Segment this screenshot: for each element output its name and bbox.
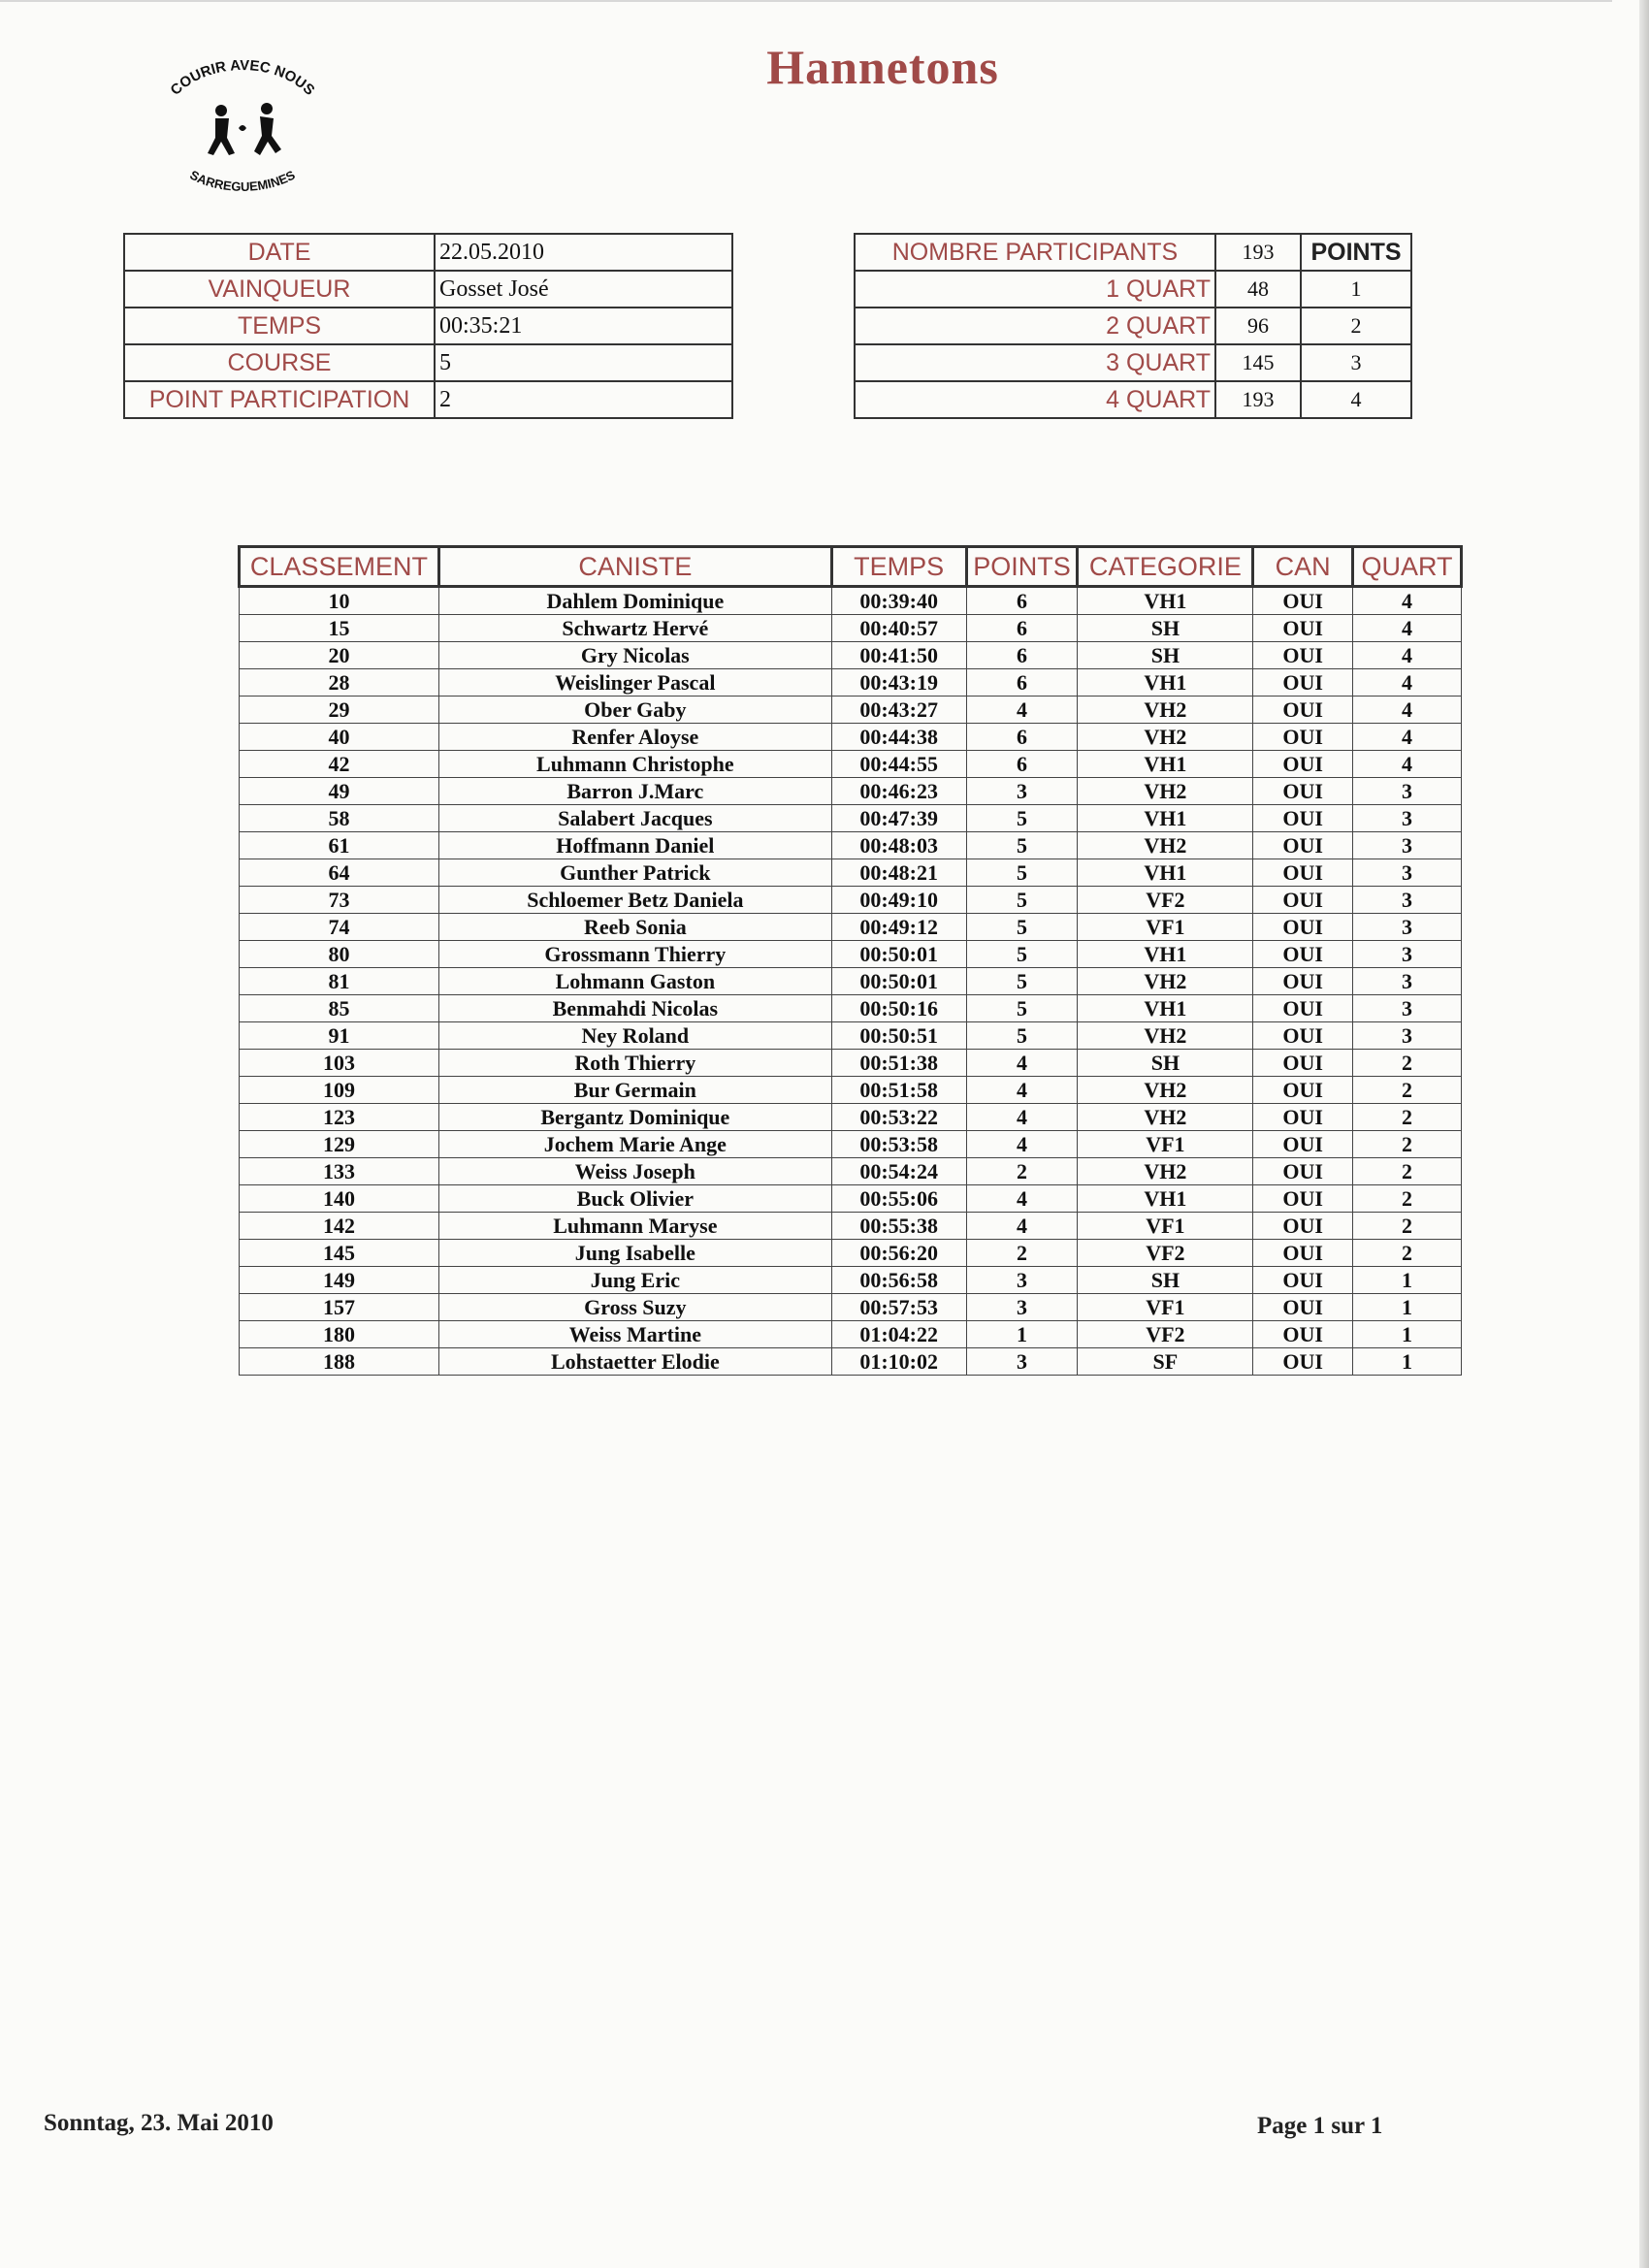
name-cell: Grossmann Thierry bbox=[438, 941, 831, 968]
can-cell: OUI bbox=[1253, 1158, 1353, 1185]
table-row bbox=[240, 1185, 1462, 1213]
time-cell: 00:46:23 bbox=[831, 778, 966, 805]
category-cell: VH2 bbox=[1078, 697, 1253, 724]
rank-cell: 145 bbox=[240, 1240, 439, 1267]
time-cell: 00:44:38 bbox=[831, 724, 966, 751]
name-cell: Luhmann Christophe bbox=[438, 751, 831, 778]
category-cell: VF2 bbox=[1078, 1321, 1253, 1348]
can-cell: OUI bbox=[1253, 941, 1353, 968]
name-cell: Weiss Joseph bbox=[438, 1158, 831, 1185]
name-cell: Reeb Sonia bbox=[438, 914, 831, 941]
quart-cell: 2 bbox=[1353, 1077, 1462, 1104]
rank-cell: 149 bbox=[240, 1267, 439, 1294]
quart-cell: 4 bbox=[1353, 724, 1462, 751]
name-cell: Hoffmann Daniel bbox=[438, 832, 831, 859]
info-label: COURSE bbox=[124, 344, 435, 381]
rank-cell: 103 bbox=[240, 1050, 439, 1077]
table-row bbox=[240, 1077, 1462, 1104]
quart-cell: 2 bbox=[1353, 1185, 1462, 1213]
table-row bbox=[240, 697, 1462, 724]
points-cell: 5 bbox=[966, 941, 1078, 968]
can-cell: OUI bbox=[1253, 887, 1353, 914]
column-header-caniste: CANISTE bbox=[438, 547, 831, 587]
participants-count: 193 bbox=[1215, 234, 1301, 271]
points-cell: 6 bbox=[966, 587, 1078, 615]
time-cell: 00:56:58 bbox=[831, 1267, 966, 1294]
rank-cell: 28 bbox=[240, 669, 439, 697]
info-label: TEMPS bbox=[124, 308, 435, 344]
name-cell: Gry Nicolas bbox=[438, 642, 831, 669]
svg-text:COURIR AVEC NOUS: COURIR AVEC NOUS bbox=[167, 60, 318, 99]
points-cell: 5 bbox=[966, 995, 1078, 1022]
can-cell: OUI bbox=[1253, 1213, 1353, 1240]
quart-points: 4 bbox=[1301, 381, 1411, 418]
category-cell: VH2 bbox=[1078, 832, 1253, 859]
quart-cell: 4 bbox=[1353, 751, 1462, 778]
results-body bbox=[240, 587, 1462, 1376]
table-row bbox=[240, 941, 1462, 968]
quart-label: 4 QUART bbox=[855, 381, 1215, 418]
quart-cell: 1 bbox=[1353, 1348, 1462, 1376]
info-row-time bbox=[124, 308, 732, 344]
rank-cell: 61 bbox=[240, 832, 439, 859]
svg-text:SARREGUEMINES: SARREGUEMINES bbox=[187, 167, 298, 194]
column-header-points: POINTS bbox=[966, 547, 1078, 587]
can-cell: OUI bbox=[1253, 751, 1353, 778]
time-cell: 00:53:58 bbox=[831, 1131, 966, 1158]
quart-cell: 3 bbox=[1353, 859, 1462, 887]
name-cell: Schwartz Hervé bbox=[438, 615, 831, 642]
rank-cell: 42 bbox=[240, 751, 439, 778]
race-info-table bbox=[123, 233, 733, 419]
points-cell: 4 bbox=[966, 697, 1078, 724]
column-header-classement: CLASSEMENT bbox=[240, 547, 439, 587]
points-cell: 1 bbox=[966, 1321, 1078, 1348]
rank-cell: 123 bbox=[240, 1104, 439, 1131]
info-value: 00:35:21 bbox=[435, 308, 732, 344]
category-cell: SH bbox=[1078, 1267, 1253, 1294]
time-cell: 00:51:38 bbox=[831, 1050, 966, 1077]
name-cell: Jochem Marie Ange bbox=[438, 1131, 831, 1158]
quart-label: 2 QUART bbox=[855, 308, 1215, 344]
name-cell: Ober Gaby bbox=[438, 697, 831, 724]
table-row bbox=[240, 1321, 1462, 1348]
time-cell: 00:56:20 bbox=[831, 1240, 966, 1267]
table-row bbox=[240, 1022, 1462, 1050]
name-cell: Renfer Aloyse bbox=[438, 724, 831, 751]
name-cell: Ney Roland bbox=[438, 1022, 831, 1050]
rank-cell: 58 bbox=[240, 805, 439, 832]
name-cell: Schloemer Betz Daniela bbox=[438, 887, 831, 914]
results-header-row bbox=[240, 547, 1462, 587]
time-cell: 00:50:01 bbox=[831, 968, 966, 995]
points-cell: 2 bbox=[966, 1240, 1078, 1267]
footer-page-number: Page 1 sur 1 bbox=[1257, 2113, 1383, 2139]
category-cell: VH1 bbox=[1078, 1185, 1253, 1213]
can-cell: OUI bbox=[1253, 587, 1353, 615]
name-cell: Jung Eric bbox=[438, 1267, 831, 1294]
time-cell: 00:49:10 bbox=[831, 887, 966, 914]
rank-cell: 20 bbox=[240, 642, 439, 669]
time-cell: 00:49:12 bbox=[831, 914, 966, 941]
quart-points: 3 bbox=[1301, 344, 1411, 381]
table-row bbox=[240, 1050, 1462, 1077]
can-cell: OUI bbox=[1253, 697, 1353, 724]
time-cell: 00:48:21 bbox=[831, 859, 966, 887]
category-cell: SH bbox=[1078, 615, 1253, 642]
can-cell: OUI bbox=[1253, 1077, 1353, 1104]
quart-points: 1 bbox=[1301, 271, 1411, 308]
category-cell: VH2 bbox=[1078, 724, 1253, 751]
time-cell: 00:57:53 bbox=[831, 1294, 966, 1321]
quart-cell: 3 bbox=[1353, 995, 1462, 1022]
name-cell: Benmahdi Nicolas bbox=[438, 995, 831, 1022]
table-row bbox=[240, 751, 1462, 778]
points-cell: 4 bbox=[966, 1077, 1078, 1104]
time-cell: 01:04:22 bbox=[831, 1321, 966, 1348]
column-header-categorie: CATEGORIE bbox=[1078, 547, 1253, 587]
category-cell: VH1 bbox=[1078, 941, 1253, 968]
info-value: Gosset José bbox=[435, 271, 732, 308]
points-header: POINTS bbox=[1301, 234, 1411, 271]
points-cell: 3 bbox=[966, 1267, 1078, 1294]
quart-cell: 4 bbox=[1353, 587, 1462, 615]
can-cell: OUI bbox=[1253, 832, 1353, 859]
category-cell: VF2 bbox=[1078, 1240, 1253, 1267]
category-cell: VF1 bbox=[1078, 1294, 1253, 1321]
info-row-participation-points bbox=[124, 381, 732, 418]
can-cell: OUI bbox=[1253, 805, 1353, 832]
quart-cell: 1 bbox=[1353, 1267, 1462, 1294]
points-cell: 5 bbox=[966, 859, 1078, 887]
rank-cell: 133 bbox=[240, 1158, 439, 1185]
quart-cell: 2 bbox=[1353, 1104, 1462, 1131]
can-cell: OUI bbox=[1253, 995, 1353, 1022]
can-cell: OUI bbox=[1253, 724, 1353, 751]
quart-cell: 1 bbox=[1353, 1321, 1462, 1348]
name-cell: Jung Isabelle bbox=[438, 1240, 831, 1267]
name-cell: Gross Suzy bbox=[438, 1294, 831, 1321]
quart-cell: 3 bbox=[1353, 805, 1462, 832]
category-cell: VH2 bbox=[1078, 1158, 1253, 1185]
table-row bbox=[240, 1213, 1462, 1240]
table-row bbox=[240, 778, 1462, 805]
rank-cell: 40 bbox=[240, 724, 439, 751]
table-row bbox=[240, 832, 1462, 859]
table-row bbox=[240, 995, 1462, 1022]
quart-cell: 3 bbox=[1353, 914, 1462, 941]
time-cell: 00:47:39 bbox=[831, 805, 966, 832]
info-label: POINT PARTICIPATION bbox=[124, 381, 435, 418]
quart-row bbox=[855, 308, 1411, 344]
points-cell: 4 bbox=[966, 1185, 1078, 1213]
info-value: 2 bbox=[435, 381, 732, 418]
table-row bbox=[240, 968, 1462, 995]
rank-cell: 81 bbox=[240, 968, 439, 995]
quart-count: 48 bbox=[1215, 271, 1301, 308]
quart-points: 2 bbox=[1301, 308, 1411, 344]
table-row bbox=[240, 587, 1462, 615]
category-cell: VH1 bbox=[1078, 859, 1253, 887]
points-cell: 4 bbox=[966, 1104, 1078, 1131]
name-cell: Lohmann Gaston bbox=[438, 968, 831, 995]
quart-row bbox=[855, 271, 1411, 308]
time-cell: 00:50:01 bbox=[831, 941, 966, 968]
quart-cell: 4 bbox=[1353, 615, 1462, 642]
name-cell: Salabert Jacques bbox=[438, 805, 831, 832]
results-table bbox=[238, 545, 1463, 1376]
time-cell: 00:50:16 bbox=[831, 995, 966, 1022]
rank-cell: 10 bbox=[240, 587, 439, 615]
quart-cell: 4 bbox=[1353, 642, 1462, 669]
can-cell: OUI bbox=[1253, 1240, 1353, 1267]
quart-cell: 2 bbox=[1353, 1158, 1462, 1185]
can-cell: OUI bbox=[1253, 1267, 1353, 1294]
quart-cell: 4 bbox=[1353, 669, 1462, 697]
category-cell: VH1 bbox=[1078, 669, 1253, 697]
time-cell: 00:55:06 bbox=[831, 1185, 966, 1213]
name-cell: Weislinger Pascal bbox=[438, 669, 831, 697]
name-cell: Bur Germain bbox=[438, 1077, 831, 1104]
quart-cell: 2 bbox=[1353, 1050, 1462, 1077]
can-cell: OUI bbox=[1253, 859, 1353, 887]
category-cell: VF1 bbox=[1078, 1131, 1253, 1158]
points-cell: 5 bbox=[966, 968, 1078, 995]
column-header-quart: QUART bbox=[1353, 547, 1462, 587]
time-cell: 01:10:02 bbox=[831, 1348, 966, 1376]
category-cell: VH2 bbox=[1078, 1022, 1253, 1050]
points-cell: 5 bbox=[966, 914, 1078, 941]
category-cell: VF1 bbox=[1078, 1213, 1253, 1240]
time-cell: 00:53:22 bbox=[831, 1104, 966, 1131]
points-cell: 6 bbox=[966, 642, 1078, 669]
category-cell: VH1 bbox=[1078, 751, 1253, 778]
category-cell: VH1 bbox=[1078, 805, 1253, 832]
category-cell: VH1 bbox=[1078, 587, 1253, 615]
table-row bbox=[240, 805, 1462, 832]
time-cell: 00:50:51 bbox=[831, 1022, 966, 1050]
info-value: 22.05.2010 bbox=[435, 234, 732, 271]
name-cell: Gunther Patrick bbox=[438, 859, 831, 887]
table-row bbox=[240, 669, 1462, 697]
can-cell: OUI bbox=[1253, 968, 1353, 995]
can-cell: OUI bbox=[1253, 615, 1353, 642]
can-cell: OUI bbox=[1253, 669, 1353, 697]
points-cell: 6 bbox=[966, 724, 1078, 751]
points-cell: 4 bbox=[966, 1213, 1078, 1240]
quart-cell: 1 bbox=[1353, 1294, 1462, 1321]
table-row bbox=[240, 914, 1462, 941]
table-row bbox=[240, 859, 1462, 887]
points-cell: 6 bbox=[966, 751, 1078, 778]
participants-table bbox=[854, 233, 1412, 419]
can-cell: OUI bbox=[1253, 1131, 1353, 1158]
category-cell: VF2 bbox=[1078, 887, 1253, 914]
info-label: DATE bbox=[124, 234, 435, 271]
category-cell: VH2 bbox=[1078, 1077, 1253, 1104]
rank-cell: 73 bbox=[240, 887, 439, 914]
points-cell: 3 bbox=[966, 778, 1078, 805]
name-cell: Luhmann Maryse bbox=[438, 1213, 831, 1240]
points-cell: 6 bbox=[966, 669, 1078, 697]
quart-cell: 3 bbox=[1353, 968, 1462, 995]
info-row-winner bbox=[124, 271, 732, 308]
quart-count: 193 bbox=[1215, 381, 1301, 418]
quart-cell: 3 bbox=[1353, 778, 1462, 805]
rank-cell: 129 bbox=[240, 1131, 439, 1158]
quart-row bbox=[855, 344, 1411, 381]
quart-count: 96 bbox=[1215, 308, 1301, 344]
rank-cell: 49 bbox=[240, 778, 439, 805]
time-cell: 00:43:27 bbox=[831, 697, 966, 724]
quart-cell: 2 bbox=[1353, 1240, 1462, 1267]
category-cell: VF1 bbox=[1078, 914, 1253, 941]
rank-cell: 188 bbox=[240, 1348, 439, 1376]
table-row bbox=[240, 1240, 1462, 1267]
points-cell: 2 bbox=[966, 1158, 1078, 1185]
time-cell: 00:55:38 bbox=[831, 1213, 966, 1240]
column-header-can: CAN bbox=[1253, 547, 1353, 587]
can-cell: OUI bbox=[1253, 642, 1353, 669]
quart-label: 3 QUART bbox=[855, 344, 1215, 381]
can-cell: OUI bbox=[1253, 1294, 1353, 1321]
can-cell: OUI bbox=[1253, 1185, 1353, 1213]
table-row bbox=[240, 887, 1462, 914]
can-cell: OUI bbox=[1253, 778, 1353, 805]
points-cell: 3 bbox=[966, 1294, 1078, 1321]
footer-date: Sonntag, 23. Mai 2010 bbox=[44, 2110, 274, 2136]
table-row bbox=[240, 1267, 1462, 1294]
table-row bbox=[240, 1131, 1462, 1158]
quart-count: 145 bbox=[1215, 344, 1301, 381]
quart-label: 1 QUART bbox=[855, 271, 1215, 308]
participants-header-row bbox=[855, 234, 1411, 271]
name-cell: Bergantz Dominique bbox=[438, 1104, 831, 1131]
name-cell: Buck Olivier bbox=[438, 1185, 831, 1213]
page-title: Hannetons bbox=[766, 40, 999, 94]
time-cell: 00:54:24 bbox=[831, 1158, 966, 1185]
can-cell: OUI bbox=[1253, 1022, 1353, 1050]
info-value: 5 bbox=[435, 344, 732, 381]
points-cell: 5 bbox=[966, 1022, 1078, 1050]
points-cell: 5 bbox=[966, 832, 1078, 859]
quart-cell: 4 bbox=[1353, 697, 1462, 724]
rank-cell: 140 bbox=[240, 1185, 439, 1213]
can-cell: OUI bbox=[1253, 1050, 1353, 1077]
page-edge-right bbox=[1639, 0, 1649, 2268]
name-cell: Barron J.Marc bbox=[438, 778, 831, 805]
can-cell: OUI bbox=[1253, 1104, 1353, 1131]
rank-cell: 180 bbox=[240, 1321, 439, 1348]
category-cell: SH bbox=[1078, 1050, 1253, 1077]
name-cell: Weiss Martine bbox=[438, 1321, 831, 1348]
table-row bbox=[240, 1348, 1462, 1376]
time-cell: 00:44:55 bbox=[831, 751, 966, 778]
category-cell: VH2 bbox=[1078, 968, 1253, 995]
quart-cell: 3 bbox=[1353, 1022, 1462, 1050]
participants-label: NOMBRE PARTICIPANTS bbox=[855, 234, 1215, 271]
can-cell: OUI bbox=[1253, 1348, 1353, 1376]
quart-cell: 3 bbox=[1353, 887, 1462, 914]
table-row bbox=[240, 642, 1462, 669]
points-cell: 5 bbox=[966, 805, 1078, 832]
rank-cell: 29 bbox=[240, 697, 439, 724]
rank-cell: 91 bbox=[240, 1022, 439, 1050]
rank-cell: 15 bbox=[240, 615, 439, 642]
points-cell: 5 bbox=[966, 887, 1078, 914]
time-cell: 00:48:03 bbox=[831, 832, 966, 859]
quart-cell: 2 bbox=[1353, 1131, 1462, 1158]
table-row bbox=[240, 1158, 1462, 1185]
time-cell: 00:41:50 bbox=[831, 642, 966, 669]
rank-cell: 85 bbox=[240, 995, 439, 1022]
time-cell: 00:43:19 bbox=[831, 669, 966, 697]
time-cell: 00:39:40 bbox=[831, 587, 966, 615]
name-cell: Lohstaetter Elodie bbox=[438, 1348, 831, 1376]
table-row bbox=[240, 1104, 1462, 1131]
rank-cell: 74 bbox=[240, 914, 439, 941]
can-cell: OUI bbox=[1253, 1321, 1353, 1348]
table-row bbox=[240, 1294, 1462, 1321]
name-cell: Roth Thierry bbox=[438, 1050, 831, 1077]
can-cell: OUI bbox=[1253, 914, 1353, 941]
category-cell: VH2 bbox=[1078, 778, 1253, 805]
rank-cell: 142 bbox=[240, 1213, 439, 1240]
rank-cell: 64 bbox=[240, 859, 439, 887]
quart-cell: 3 bbox=[1353, 832, 1462, 859]
time-cell: 00:40:57 bbox=[831, 615, 966, 642]
points-cell: 4 bbox=[966, 1131, 1078, 1158]
rank-cell: 109 bbox=[240, 1077, 439, 1104]
points-cell: 3 bbox=[966, 1348, 1078, 1376]
category-cell: SH bbox=[1078, 642, 1253, 669]
table-row bbox=[240, 615, 1462, 642]
name-cell: Dahlem Dominique bbox=[438, 587, 831, 615]
info-row-course bbox=[124, 344, 732, 381]
column-header-temps: TEMPS bbox=[831, 547, 966, 587]
quart-row bbox=[855, 381, 1411, 418]
info-label: VAINQUEUR bbox=[124, 271, 435, 308]
quart-cell: 3 bbox=[1353, 941, 1462, 968]
points-cell: 6 bbox=[966, 615, 1078, 642]
rank-cell: 80 bbox=[240, 941, 439, 968]
table-row bbox=[240, 724, 1462, 751]
category-cell: SF bbox=[1078, 1348, 1253, 1376]
points-cell: 4 bbox=[966, 1050, 1078, 1077]
category-cell: VH2 bbox=[1078, 1104, 1253, 1131]
time-cell: 00:51:58 bbox=[831, 1077, 966, 1104]
quart-cell: 2 bbox=[1353, 1213, 1462, 1240]
category-cell: VH1 bbox=[1078, 995, 1253, 1022]
page-edge-top bbox=[0, 0, 1612, 2]
rank-cell: 157 bbox=[240, 1294, 439, 1321]
info-row-date bbox=[124, 234, 732, 271]
